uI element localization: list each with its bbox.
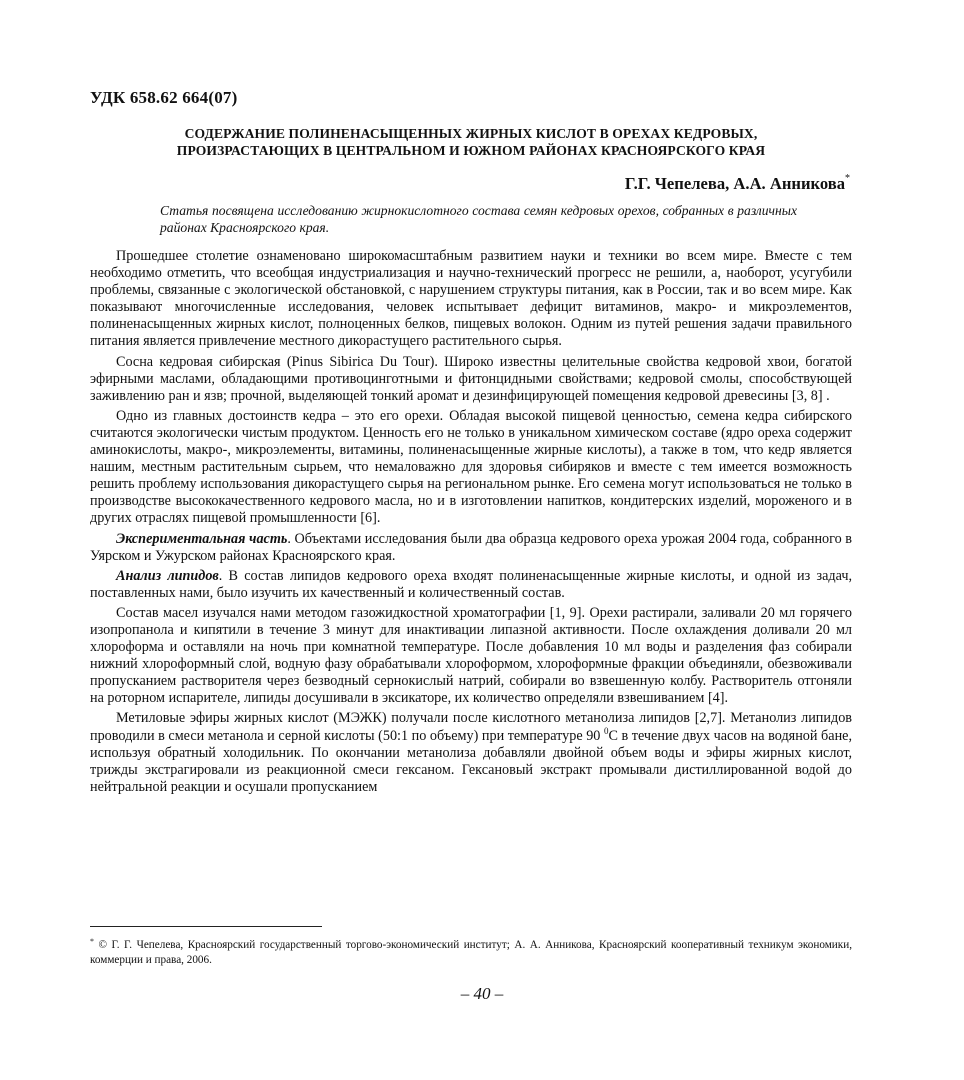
paragraph-experimental [90, 531, 852, 565]
paragraph-method: Состав масел изучался нами методом газожидкостной хроматографии [1, 9]. Орехи растирали, заливали 20 мл горячего изопропанола и кипятили в течение 3 минут для инактивации липазной активности. После охлаждения доливали 20 мл хлороформа и оставляли на ночь при комнатной температуре. После добавления 10 мл воды и разделения фаз собирали нижний хлороформный слой, водную фазу обрабатывали хлороформом, хлороформные фракции объединяли, обезвоживали пропусканием растворителя через безводный сернокислый натрий, собирали во взвешенную колбу. Растворитель отгоняли на роторном испарителе, липиды досушивали в эксикаторе, их количество определяли взвешиванием [4]. [90, 604, 852, 707]
title-line-2: ПРОИЗРАСТАЮЩИХ В ЦЕНТРАЛЬНОМ И ЮЖНОМ РАЙОНАХ КРАСНОЯРСКОГО КРАЯ [176, 143, 766, 158]
article-body [90, 248, 852, 796]
methyl-esters-text-a: Метиловые эфиры жирных кислот (МЭЖК) получали после кислотного метанолиза липидов [2,7]. Метанолиз липидов проводили в смеси метанола и серной кислоты (50:1 по объему) при температуре 90 [90, 710, 852, 744]
methyl-esters-text-b: С в течение двух часов на водяной бане, используя обратный холодильник. По окончании метанолиза добавляли двойной объем воды и эфиры жирных кислот, трижды экстрагировали из реакционной смеси гексаном. Гексановый экстракт промывали дистиллированной водой до нейтральной реакции и осушали пропусканием [90, 727, 853, 795]
author-names: Г.Г. Чепелева, А.А. Анникова [624, 174, 845, 193]
paragraph-lipids [90, 568, 852, 602]
paragraph-methyl-esters [90, 710, 852, 795]
title-line-1: СОДЕРЖАНИЕ ПОЛИНЕНАСЫЩЕННЫХ ЖИРНЫХ КИСЛОТ В ОРЕХАХ КЕДРОВЫХ, [184, 126, 758, 141]
footnote [90, 934, 852, 968]
authors [90, 169, 850, 194]
experimental-heading: Экспериментальная часть [116, 530, 288, 547]
degree-superscript: 0 [603, 725, 609, 736]
article [90, 88, 852, 799]
author-footnote-mark: * [845, 173, 850, 184]
lipids-text: . В состав липидов кедрового ореха входят полиненасыщенные жирные кислоты, и одной из задач, поставленных нами, было изучить их качественный и количественный состав. [90, 567, 852, 601]
paragraph-nuts: Одно из главных достоинств кедра – это его орехи. Обладая высокой пищевой ценностью, семена кедра сибирского считаются экологически чистым продуктом. Ценность его не только в уникальном химическом составе (ядро ореха содержит аминокислоты, макро-, микроэлементы, витамины, полиненасыщенные жирные кислоты), а также в том, что кедр является нашим, местным растительным сырьем, что немаловажно для здоровья сибиряков и вместе с тем имеется возможность решить проблему использования дикорастущего сырья на региональном рынке. Его семена могут использоваться не только в производстве высококачественного кедрового масла, но и в изготовлении напитков, кондитерских изделий, мороженого и в других отраслях пищевой промышленности [6]. [90, 407, 852, 527]
udc-code: УДК 658.62 664(07) [90, 88, 238, 107]
experimental-text: . Объектами исследования были два образца кедрового ореха урожая 2004 года, собранного в Уярском и Ужурском районах Красноярского края. [90, 530, 852, 564]
paragraph-pine: Сосна кедровая сибирская (Pinus Sibirica Du Tour). Широко известны целительные свойства кедровой хвои, богатой эфирными маслами, обладающими противоцинготными и фитонцидными свойствами; кедровой смолы, способствующей заживлению ран и язв; прочной, выделяющей тонкий аромат и дезинфицирующей помещения кедровой древесины [3, 8] . [90, 353, 852, 404]
article-title [90, 125, 852, 159]
footnote-divider [90, 926, 322, 927]
footnote-mark: * [90, 937, 94, 946]
page-number: – 40 – [460, 984, 504, 1003]
footnote-text: © Г. Г. Чепелева, Красноярский государственный торгово-экономический институт; А. А. Анникова, Красноярский кооперативный техникум экономики, коммерции и права, 2006. [90, 939, 852, 966]
paragraph-intro: Прошедшее столетие ознаменовано широкомасштабным развитием науки и техники во всем мире. Вместе с тем необходимо отметить, что всеобщая индустриализация и научно-технический прогресс не решили, а, наоборот, усугубили проблемы, связанные с экологической обстановкой, с нарушением структуры питания, как в России, так и во всем мире. Как показывают многочисленные исследования, человек испытывает дефицит витаминов, макро- и микроэлементов, полиненасыщенных жирных кислот, полноценных белков, пищевых волокон. Одним из путей решения задачи правильного питания является привлечение местного дикорастущего растительного сырья. [90, 248, 852, 350]
lipids-heading: Анализ липидов [116, 567, 219, 584]
abstract: Статья посвящена исследованию жирнокислотного состава семян кедровых орехов, собранных в различных районах Красноярского края. [160, 203, 797, 235]
